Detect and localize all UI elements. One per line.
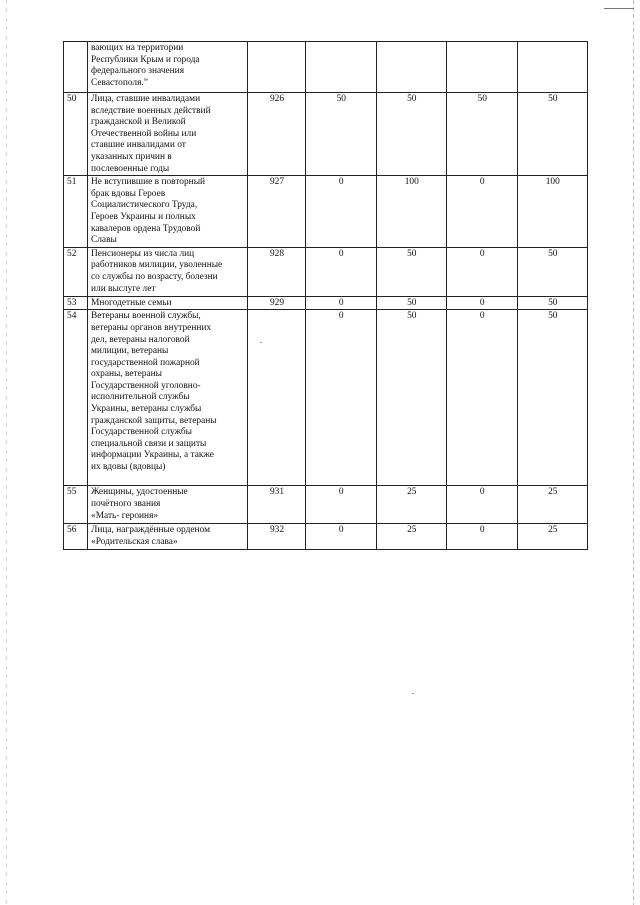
value-cell-3: 0 [447,486,518,524]
value-cell-3: 0 [447,247,518,296]
value-cell-3: 0 [447,310,518,486]
value-cell-4 [517,42,588,93]
category-name: Женщины, удостоенные почётного звания «Мать- героиня» [88,486,248,524]
table-row [64,93,588,176]
value-cell-4: 50 [517,93,588,176]
value-cell-2: 25 [376,486,447,524]
category-name: Лица, награждённые орденом «Родительская слава» [88,524,248,550]
scan-speck [412,693,414,694]
benefits-table [63,41,588,550]
value-cell-1: 50 [306,93,377,176]
value-cell-2: 50 [376,296,447,310]
value-cell-1: 0 [306,296,377,310]
value-cell-1: 0 [306,247,377,296]
row-number: 55 [64,486,88,524]
value-cell-3 [447,42,518,93]
value-cell-1: 0 [306,310,377,486]
row-number: 54 [64,310,88,486]
row-number: 50 [64,93,88,176]
table-row [64,176,588,248]
value-cell-2: 25 [376,524,447,550]
value-cell-1: 0 [306,524,377,550]
row-number: 52 [64,247,88,296]
row-number [64,42,88,93]
value-cell-3: 0 [447,524,518,550]
category-code: 927 [248,176,306,248]
value-cell-1: 0 [306,486,377,524]
category-name: Не вступившие в повторный брак вдовы Героев Социалистического Труда, Героев Украины и полных кавалеров ордена Трудовой Славы [88,176,248,248]
category-code: 932 [248,524,306,550]
category-code [248,42,306,93]
value-cell-1: 0 [306,176,377,248]
value-cell-2: 50 [376,310,447,486]
value-cell-4: 25 [517,524,588,550]
value-cell-2 [376,42,447,93]
value-cell-3: 50 [447,93,518,176]
table-row [64,310,588,486]
scan-corner-mark [604,8,634,9]
category-name: Ветераны военной службы, ветераны органов внутренних дел, ветераны налоговой милиции, ветераны государственной пожарной охраны, ветераны Государственной уголовно- исполнительной службы Украины, ветераны службы гражданской защиты, ветераны Государственной службы специальной связи и защиты информации Украины, а также их вдовы (вдовцы) [88,310,248,486]
category-code: 931 [248,486,306,524]
value-cell-1 [306,42,377,93]
category-code [248,310,306,486]
value-cell-3: 0 [447,176,518,248]
category-name: вающих на территории Республики Крым и города федерального значения Севастополя.” [88,42,248,93]
value-cell-4: 100 [517,176,588,248]
category-code: 929 [248,296,306,310]
value-cell-2: 50 [376,247,447,296]
scan-edge-right [633,0,634,905]
category-code: 926 [248,93,306,176]
category-name: Пенсионеры из числа лиц работников милиции, уволенные со службы по возрасту, болезни или выслуге лет [88,247,248,296]
value-cell-3: 0 [447,296,518,310]
value-cell-4: 50 [517,310,588,486]
row-number: 53 [64,296,88,310]
table-row [64,486,588,524]
table-row [64,524,588,550]
value-cell-2: 100 [376,176,447,248]
row-number: 56 [64,524,88,550]
category-name: Многодетные семьи [88,296,248,310]
value-cell-4: 50 [517,296,588,310]
table-row [64,296,588,310]
value-cell-4: 25 [517,486,588,524]
category-code: 928 [248,247,306,296]
row-number: 51 [64,176,88,248]
table-row [64,247,588,296]
category-name: Лица, ставшие инвалидами вследствие военных действий гражданской и Великой Отечественной войны или ставшие инвалидами от указанных причин в послевоенные годы [88,93,248,176]
table-row [64,42,588,93]
value-cell-4: 50 [517,247,588,296]
value-cell-2: 50 [376,93,447,176]
scan-edge-left [6,0,7,905]
